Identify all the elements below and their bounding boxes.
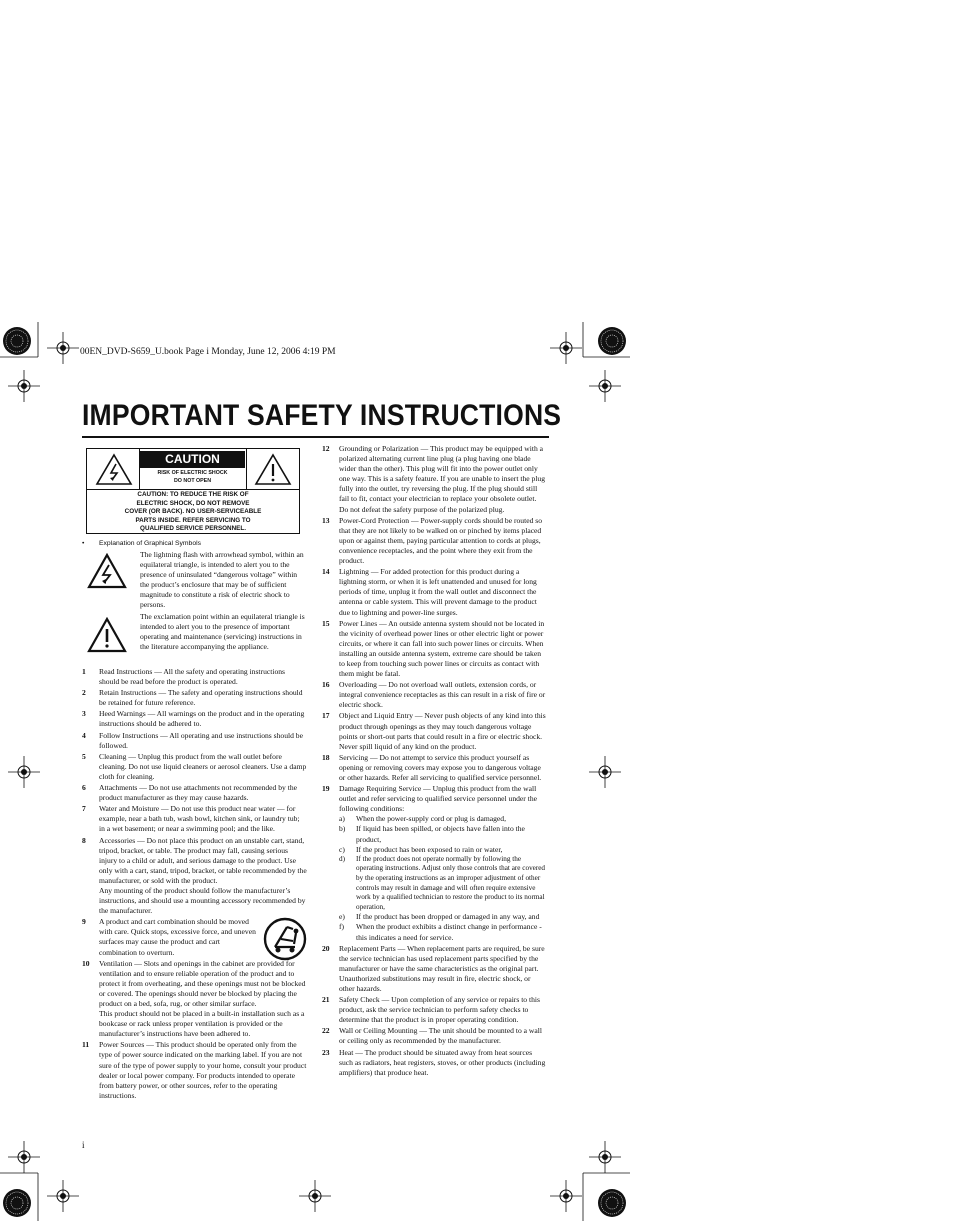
condition-item: c) If the product has been exposed to rain or water,: [339, 844, 503, 854]
list-item: 7 Water and Moisture — Do not use this product near water — for example, near a bath tub, wash bowl, kitchen sink, or laundry tub; in a wet basement; or near a swimming pool; and the like.: [82, 804, 300, 834]
caution-lower-text: CAUTION: TO REDUCE THE RISK OF ELECTRIC SHOCK, DO NOT REMOVE COVER (OR BACK). NO USER-SERVICEABLE PARTS INSIDE. REFER SERVICING TO QUALIFIED SERVICE PERSONNEL.: [124, 491, 262, 533]
cart-warning-icon: [263, 917, 307, 961]
condition-item: b) If liquid has been spilled, or objects have fallen into the product,: [339, 824, 525, 844]
list-item: 12 Grounding or Polarization — This product may be equipped with a polarized alternating current line plug (a plug having one blade wider than the other). This plug will fit into the power outlet only one way. This is a safety feature. If you are unable to insert the plug fully into the outlet, try reversing the plug. If the plug should still fail to fit, contact your electrician to replace your obsolete outlet. Do not defeat the safety purpose of the polarized plug.: [322, 444, 546, 514]
lightning-triangle-icon: [87, 553, 127, 590]
list-item: 21 Safety Check — Upon completion of any service or repairs to this product, ask the service technician to perform safety checks to determine that the product is in proper operating condition.: [322, 995, 540, 1025]
list-item: 5 Cleaning — Unplug this product from the wall outlet before cleaning. Do not use liquid cleaners or aerosol cleaners. Use a damp cloth for cleaning.: [82, 751, 307, 781]
caution-subtext: RISK OF ELECTRIC SHOCK DO NOT OPEN: [157, 470, 228, 484]
list-item: 2 Retain Instructions — The safety and operating instructions should be retained for future reference.: [82, 688, 303, 708]
list-item: 11 Power Sources — This product should be operated only from the type of power source indicated on the marking label. If you are not sure of the type of power supply to your home, consult your product dealer or local power company. For products intended to operate from battery power, or other sources, refer to the operating instructions.: [82, 1040, 307, 1100]
lightning-explanation: The lightning flash with arrowhead symbol, within an equilateral triangle, is intended to alert you to the presence of uninsulated “dangerous voltage” within the product’s enclosure that may be of sufficient magnitude to constitute a risk of electric shock to persons.: [140, 550, 304, 610]
list-item: 22 Wall or Ceiling Mounting — The unit should be mounted to a wall or ceiling only as recommended by the manufacturer.: [322, 1026, 542, 1046]
list-item: 14 Lightning — For added protection for this product during a lightning storm, or when it is left unattended and unused for long periods of time, unplug it from the wall outlet and disconnect the antenna or cable system. This will prevent damage to the product due to lightning and power-line surges.: [322, 567, 537, 617]
file-header: 00EN_DVD-S659_U.book Page i Monday, June 12, 2006 4:19 PM: [80, 347, 336, 357]
lightning-triangle-icon: [95, 453, 133, 486]
list-item: 17 Object and Liquid Entry — Never push objects of any kind into this product through openings as they may touch dangerous voltage points or short-out parts that could result in a fire or electric shock. Never spill liquid of any kind on the product.: [322, 711, 546, 751]
caution-banner: CAUTION: [140, 451, 245, 468]
list-item: 1 Read Instructions — All the safety and operating instructions should be read before the product is operated.: [82, 667, 286, 687]
page-number: i: [82, 1140, 85, 1150]
list-item: 4 Follow Instructions — All operating and use instructions should be followed.: [82, 730, 303, 750]
explanation-heading: • Explanation of Graphical Symbols: [82, 540, 202, 547]
left-column: [82, 667, 307, 1101]
right-column: [322, 444, 547, 1078]
list-item: 9 A product and cart combination should be moved with care. Quick stops, excessive force, and uneven surfaces may cause the product and cart combination to overturn.: [82, 917, 307, 957]
condition-item: d) If the product does not operate normally by following the operating instructions. Adjust only those controls that are covered by the operating instructions as an improper adjustment of other controls may result in damage and will often require extensive work by a qualified technician to restore the product to its normal operation,: [339, 854, 546, 911]
condition-item: f) When the product exhibits a distinct change in performance - this indicates a need for service.: [339, 922, 542, 942]
exclamation-triangle-icon: [87, 617, 127, 654]
list-item: 19 Damage Requiring Service — Unplug this product from the wall outlet and refer servicing to qualified service personnel under the following conditions: a) When the power-supply cord or plug is damaged, b) If liquid has been spilled, or objects have fallen into the product, c) If the product has been exposed to rain or water, d) If the product does not operate normally by following the operating instructions. Adjust only those controls that are covered by the operating instructions as an improper adjustment of other controls may result in damage and will often require extensive work by a qualified technician to restore the product to its normal operation, e) If the product has been dropped or damaged in any way, and f) When the product exhibits a distinct change in performance - this indicates a need for service.: [322, 784, 546, 942]
list-item: 13 Power-Cord Protection — Power-supply cords should be routed so that they are not likely to be walked on or pinched by items placed upon or against them, paying particular attention to cords at plugs, convenience receptacles, and the point where they exit from the product.: [322, 515, 543, 566]
caution-label: [86, 448, 300, 534]
condition-item: e) If the product has been dropped or damaged in any way, and: [339, 912, 540, 922]
list-item: 23 Heat — The product should be situated away from heat sources such as radiators, heat registers, stoves, or other products (including amplifiers) that produce heat.: [322, 1047, 546, 1077]
caution-top-panel: [87, 449, 299, 490]
list-item: 6 Attachments — Do not use attachments not recommended by the product manufacturer as they may cause hazards.: [82, 783, 298, 803]
list-item: 18 Servicing — Do not attempt to service this product yourself as opening or removing covers may expose you to dangerous voltage or other hazards. Refer all servicing to qualified service personnel.: [322, 752, 542, 782]
exclamation-explanation: The exclamation point within an equilateral triangle is intended to alert you to the presence of important operating and maintenance (servicing) instructions in the literature accompanying the appliance.: [140, 612, 305, 652]
list-item: 3 Heed Warnings — All warnings on the product and in the operating instructions should be adhered to.: [82, 709, 305, 729]
list-item: 20 Replacement Parts — When replacement parts are required, be sure the service technician has used replacement parts specified by the manufacturer or have the same characteristics as the original part. Unauthorized substitutions may result in fire, electric shock, or other hazards.: [322, 943, 545, 993]
list-item: 10 Ventilation — Slots and openings in the cabinet are provided for ventilation and to ensure reliable operation of the product and to protect it from overheating, and these openings must not be blocked or covered. The openings should never be blocked by placing the product on a bed, sofa, rug, or other similar surface. This product should not be placed in a built-in installation such as a bookcase or rack unless proper ventilation is provided or the manufacturer’s instructions have been adhered to.: [82, 958, 306, 1039]
list-item: 15 Power Lines — An outside antenna system should not be located in the vicinity of overhead power lines or other electric light or power circuits, or where it can fall into such power lines or circuits. When installing an outside antenna system, extreme care should be taken to keep from touching such power lines or circuits as contact with them might be fatal.: [322, 618, 545, 679]
list-item: 8 Accessories — Do not place this product on an unstable cart, stand, tripod, bracket, or table. The product may fall, causing serious injury to a child or adult, and serious damage to the product. Use only with a cart, stand, tripod, bracket, or table recommended by the manufacturer, or sold with the product. Any mounting of the product should follow the manufacturer’s instructions, and should use a mounting accessory recommended by the manufacturer.: [82, 835, 307, 916]
condition-item: a) When the power-supply cord or plug is damaged,: [339, 814, 506, 824]
list-item: 16 Overloading — Do not overload wall outlets, extension cords, or integral convenience receptacles as this can result in a risk of fire or electric shock.: [322, 680, 546, 710]
title-rule: [82, 436, 549, 438]
page-title: IMPORTANT SAFETY INSTRUCTIONS: [82, 399, 562, 432]
exclamation-triangle-icon: [254, 453, 292, 486]
